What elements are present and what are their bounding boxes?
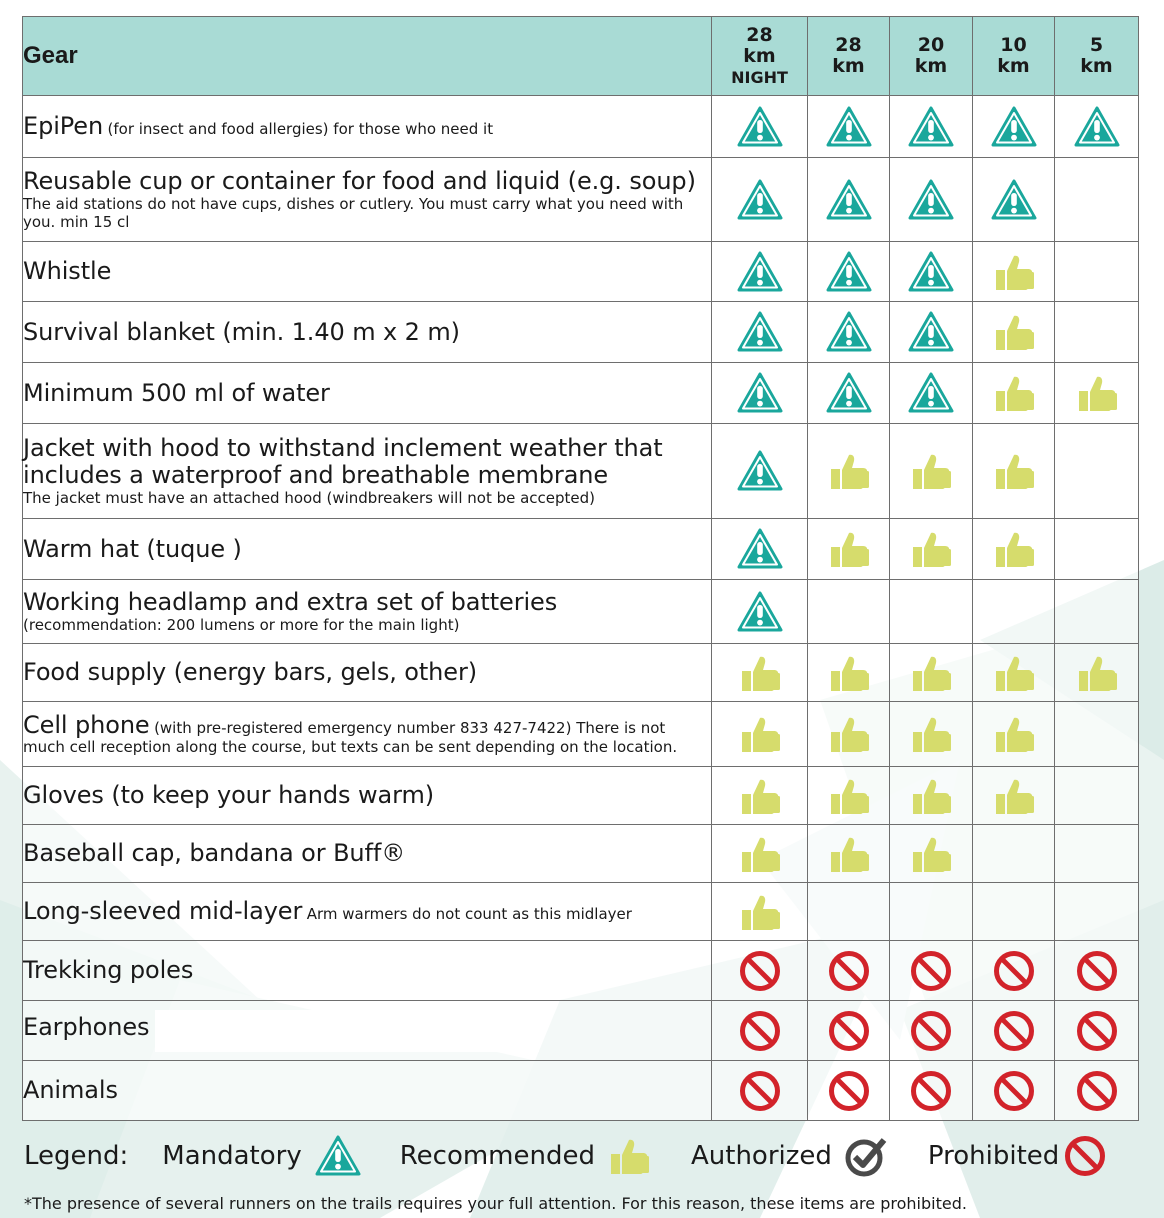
status-cell (712, 158, 808, 242)
mandatory-warning-icon (736, 178, 784, 222)
prohibited-icon (738, 1009, 782, 1053)
table-row (23, 96, 1139, 158)
gear-item-cell (23, 767, 712, 825)
thumbs-up-icon (738, 714, 782, 754)
prohibited-icon (992, 1069, 1036, 1113)
mandatory-warning-icon (314, 1134, 362, 1178)
gear-item-note: much cell reception along the course, but texts can be sent depending on the location. (23, 738, 678, 757)
thumbs-up-icon (607, 1136, 651, 1176)
gear-item-detail: Arm warmers do not count as this midlayer (306, 905, 632, 924)
gear-item-cell (23, 1061, 712, 1121)
status-cell (973, 825, 1055, 883)
status-cell (1055, 96, 1139, 158)
table-row (23, 1061, 1139, 1121)
prohibited-icon (992, 949, 1036, 993)
gear-item-name: Gloves (to keep your hands warm) (23, 781, 434, 810)
status-cell (712, 883, 808, 941)
prohibited-icon (909, 949, 953, 993)
prohibited-icon (738, 949, 782, 993)
thumbs-up-icon (738, 834, 782, 874)
table-row (23, 825, 1139, 883)
prohibited-icon (1063, 1134, 1107, 1178)
thumbs-up-icon (738, 776, 782, 816)
status-cell (712, 1061, 808, 1121)
thumbs-up-icon (992, 451, 1036, 491)
status-cell (712, 1001, 808, 1061)
status-cell (808, 158, 890, 242)
table-row (23, 580, 1139, 644)
mandatory-warning-icon (1073, 105, 1121, 149)
gear-item-name: Earphones (23, 1012, 150, 1041)
status-cell (1055, 883, 1139, 941)
column-header-5km: 5 km (1055, 17, 1139, 96)
mandatory-warning-icon (825, 371, 873, 415)
mandatory-warning-icon (825, 105, 873, 149)
mandatory-warning-icon (736, 250, 784, 294)
gear-item-name: Working headlamp and extra set of batteries (23, 588, 558, 617)
status-cell (1055, 702, 1139, 767)
legend-title: Legend: (24, 1141, 129, 1171)
mandatory-warning-icon (990, 178, 1038, 222)
prohibited-icon (909, 1009, 953, 1053)
status-cell (1055, 825, 1139, 883)
status-cell (973, 1001, 1055, 1061)
table-row (23, 1001, 1139, 1061)
legend-recommended-label: Recommended (399, 1141, 595, 1171)
status-cell (1055, 1061, 1139, 1121)
gear-item-cell (23, 158, 712, 242)
thumbs-up-icon (992, 529, 1036, 569)
thumbs-up-icon (909, 529, 953, 569)
gear-item-cell (23, 883, 712, 941)
prohibited-icon (738, 1069, 782, 1113)
thumbs-up-icon (827, 714, 871, 754)
mandatory-warning-icon (907, 178, 955, 222)
status-cell (712, 424, 808, 519)
status-cell (890, 825, 973, 883)
mandatory-warning-icon (825, 250, 873, 294)
prohibited-icon (1075, 949, 1119, 993)
prohibited-icon (1075, 1069, 1119, 1113)
table-row (23, 644, 1139, 702)
mandatory-warning-icon (736, 527, 784, 571)
table-row (23, 883, 1139, 941)
thumbs-up-icon (992, 312, 1036, 352)
gear-item-name: Long-sleeved mid-layer (23, 897, 303, 926)
legend-prohibited (928, 1134, 1107, 1178)
gear-item-name: Minimum 500 ml of water (23, 378, 330, 407)
mandatory-warning-icon (736, 449, 784, 493)
gear-column-header: Gear (23, 17, 712, 96)
footnote: *The presence of several runners on the trails requires your full attention. For this reason, these items are prohibited. (24, 1194, 967, 1213)
legend-mandatory (162, 1134, 361, 1178)
thumbs-up-icon (909, 653, 953, 693)
status-cell (1055, 644, 1139, 702)
table-row (23, 424, 1139, 519)
status-cell (890, 644, 973, 702)
thumbs-up-icon (827, 776, 871, 816)
prohibited-icon (1075, 1009, 1119, 1053)
status-cell (1055, 1001, 1139, 1061)
status-cell (973, 883, 1055, 941)
gear-item-name: Jacket with hood to withstand inclement weather that includes a waterproof and breathable membrane (23, 434, 663, 489)
status-cell (890, 702, 973, 767)
column-header-20km: 20 km (890, 17, 973, 96)
status-cell (808, 883, 890, 941)
gear-item-cell (23, 242, 712, 302)
thumbs-up-icon (909, 834, 953, 874)
thumbs-up-icon (992, 653, 1036, 693)
status-cell (973, 1061, 1055, 1121)
table-row (23, 767, 1139, 825)
thumbs-up-icon (827, 529, 871, 569)
status-cell (973, 767, 1055, 825)
thumbs-up-icon (1075, 653, 1119, 693)
status-cell (712, 302, 808, 363)
gear-item-cell (23, 644, 712, 702)
status-cell (890, 883, 973, 941)
legend-mandatory-label: Mandatory (162, 1141, 302, 1171)
status-cell (890, 424, 973, 519)
status-cell (973, 302, 1055, 363)
status-cell (808, 96, 890, 158)
checkmark-icon (844, 1134, 888, 1178)
status-cell (808, 825, 890, 883)
gear-item-cell (23, 1001, 712, 1061)
thumbs-up-icon (992, 373, 1036, 413)
gear-item-detail: (for insect and food allergies) for those who need it (107, 120, 494, 139)
gear-item-name: Baseball cap, bandana or Buff® (23, 839, 406, 868)
status-cell (890, 158, 973, 242)
legend-authorized-label: Authorized (690, 1141, 832, 1171)
prohibited-icon (992, 1009, 1036, 1053)
prohibited-icon (827, 1069, 871, 1113)
status-cell (890, 1061, 973, 1121)
table-row (23, 702, 1139, 767)
mandatory-warning-icon (736, 310, 784, 354)
mandatory-warning-icon (825, 178, 873, 222)
gear-item-note: (recommendation: 200 lumens or more for the main light) (23, 615, 460, 634)
thumbs-up-icon (909, 714, 953, 754)
gear-item-cell (23, 702, 712, 767)
redacted-box (155, 1010, 539, 1052)
mandatory-warning-icon (736, 590, 784, 634)
status-cell (712, 941, 808, 1001)
table-row (23, 941, 1139, 1001)
status-cell (1055, 580, 1139, 644)
mandatory-warning-icon (907, 310, 955, 354)
gear-item-name: Reusable cup or container for food and liquid (e.g. soup) (23, 167, 696, 196)
thumbs-up-icon (827, 451, 871, 491)
column-header-10km: 10 km (973, 17, 1055, 96)
thumbs-up-icon (738, 653, 782, 693)
thumbs-up-icon (738, 892, 782, 932)
status-cell (712, 644, 808, 702)
status-cell (712, 767, 808, 825)
status-cell (808, 519, 890, 580)
thumbs-up-icon (992, 252, 1036, 292)
legend (24, 1134, 1107, 1178)
thumbs-up-icon (909, 776, 953, 816)
status-cell (712, 242, 808, 302)
mandatory-warning-icon (736, 371, 784, 415)
status-cell (890, 363, 973, 424)
thumbs-up-icon (827, 834, 871, 874)
thumbs-up-icon (827, 653, 871, 693)
thumbs-up-icon (909, 451, 953, 491)
status-cell (973, 363, 1055, 424)
status-cell (890, 1001, 973, 1061)
gear-item-name: Warm hat (tuque ) (23, 534, 242, 563)
mandatory-warning-icon (825, 310, 873, 354)
gear-item-cell (23, 302, 712, 363)
status-cell (890, 302, 973, 363)
status-cell (808, 767, 890, 825)
gear-item-name: Survival blanket (min. 1.40 m x 2 m) (23, 317, 460, 346)
gear-item-cell (23, 363, 712, 424)
status-cell (808, 941, 890, 1001)
gear-item-name: Animals (23, 1076, 118, 1105)
gear-item-cell (23, 580, 712, 644)
status-cell (712, 580, 808, 644)
status-cell (890, 941, 973, 1001)
gear-item-cell (23, 941, 712, 1001)
table-row (23, 302, 1139, 363)
status-cell (890, 580, 973, 644)
status-cell (1055, 302, 1139, 363)
status-cell (712, 363, 808, 424)
mandatory-warning-icon (907, 250, 955, 294)
status-cell (1055, 941, 1139, 1001)
top-cutoff-mask (0, 0, 1164, 10)
status-cell (1055, 158, 1139, 242)
gear-item-cell (23, 825, 712, 883)
thumbs-up-icon (992, 714, 1036, 754)
thumbs-up-icon (992, 776, 1036, 816)
status-cell (973, 580, 1055, 644)
status-cell (1055, 242, 1139, 302)
thumbs-up-icon (1075, 373, 1119, 413)
status-cell (808, 580, 890, 644)
status-cell (1055, 519, 1139, 580)
gear-item-name: Whistle (23, 257, 112, 286)
status-cell (712, 96, 808, 158)
status-cell (808, 363, 890, 424)
gear-item-name: Trekking poles (23, 956, 194, 985)
mandatory-warning-icon (907, 371, 955, 415)
status-cell (808, 644, 890, 702)
legend-authorized (691, 1134, 888, 1178)
gear-item-note: The aid stations do not have cups, dishes or cutlery. You must carry what you need with you. min 15 cl (23, 194, 684, 231)
column-header-28km: 28 km (808, 17, 890, 96)
gear-item-cell (23, 424, 712, 519)
status-cell (712, 825, 808, 883)
status-cell (1055, 767, 1139, 825)
status-cell (890, 519, 973, 580)
status-cell (808, 1061, 890, 1121)
status-cell (973, 644, 1055, 702)
status-cell (973, 941, 1055, 1001)
table-row (23, 158, 1139, 242)
legend-prohibited-label: Prohibited (927, 1141, 1060, 1171)
table-header-row (23, 17, 1139, 96)
mandatory-warning-icon (990, 105, 1038, 149)
table-row (23, 519, 1139, 580)
table-row (23, 363, 1139, 424)
mandatory-warning-icon (736, 105, 784, 149)
column-header-28km-night: 28 km NIGHT (712, 17, 808, 96)
status-cell (973, 96, 1055, 158)
status-cell (890, 96, 973, 158)
status-cell (1055, 363, 1139, 424)
prohibited-icon (909, 1069, 953, 1113)
status-cell (1055, 424, 1139, 519)
status-cell (973, 242, 1055, 302)
status-cell (808, 302, 890, 363)
status-cell (890, 242, 973, 302)
status-cell (712, 519, 808, 580)
status-cell (808, 424, 890, 519)
prohibited-icon (827, 1009, 871, 1053)
gear-item-note: The jacket must have an attached hood (windbreakers will not be accepted) (23, 488, 596, 507)
status-cell (973, 702, 1055, 767)
gear-item-cell (23, 519, 712, 580)
status-cell (890, 767, 973, 825)
status-cell (808, 1001, 890, 1061)
status-cell (712, 702, 808, 767)
legend-recommended (400, 1136, 651, 1176)
gear-item-cell (23, 96, 712, 158)
status-cell (808, 242, 890, 302)
gear-item-name: Food supply (energy bars, gels, other) (23, 658, 477, 687)
status-cell (808, 702, 890, 767)
prohibited-icon (827, 949, 871, 993)
gear-item-name: EpiPen (23, 112, 104, 141)
status-cell (973, 519, 1055, 580)
gear-item-name: Cell phone (23, 710, 150, 739)
status-cell (973, 424, 1055, 519)
status-cell (973, 158, 1055, 242)
gear-table (22, 16, 1139, 1121)
table-row (23, 242, 1139, 302)
mandatory-warning-icon (907, 105, 955, 149)
gear-item-detail: (with pre-registered emergency number 833 427-7422) There is not (154, 718, 666, 737)
